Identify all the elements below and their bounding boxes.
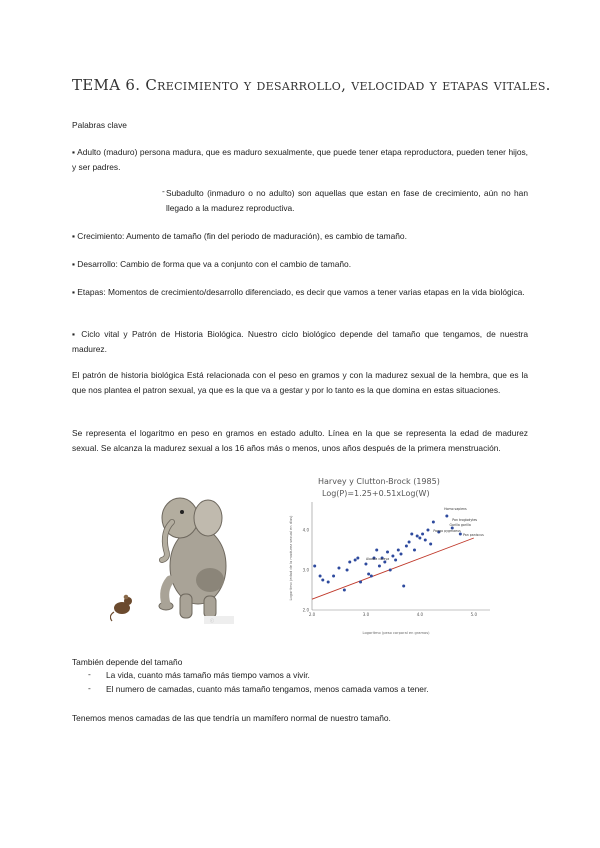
data-point	[370, 575, 373, 578]
list-dash: -	[88, 683, 91, 693]
paragraph-crecimiento: ▪ Crecimiento: Aumento de tamaño (fin del periodo de maduración), es cambio de tamaño.	[72, 231, 407, 241]
list-item: El numero de camadas, cuanto más tamaño tengamos, menos camada vamos a tener.	[106, 684, 429, 694]
data-point	[343, 589, 346, 592]
data-point	[408, 541, 411, 544]
data-point	[327, 581, 330, 584]
data-point	[319, 575, 322, 578]
data-point	[378, 565, 381, 568]
data-point	[359, 581, 362, 584]
annotation-label: Pan troglodytes	[452, 518, 478, 523]
data-point	[394, 559, 397, 562]
keywords-heading: Palabras clave	[72, 120, 127, 130]
data-point	[416, 535, 419, 538]
y-tick-label: 3.0	[302, 567, 309, 573]
data-point	[375, 549, 378, 552]
paragraph-representa: Se representa el logaritmo en peso en gramos en estado adulto. Línea en la que se representa la edad de madurez sexual. Se alcanza la madurez sexual a los 16 años más o menos, unos años después de la primera menstruación.	[72, 428, 528, 453]
paragraph-desarrollo: ▪ Desarrollo: Cambio de forma que va a conjunto con el cambio de tamaño.	[72, 259, 352, 269]
data-point	[354, 559, 357, 562]
x-tick-label: 3.0	[362, 612, 370, 617]
data-point	[364, 563, 367, 566]
paragraph-tambien: También depende del tamaño	[72, 657, 183, 667]
data-point	[313, 565, 316, 568]
y-tick-label: 2.0	[302, 607, 309, 613]
elephant-mouse-illustration	[110, 488, 245, 628]
paragraph-adulto: ▪ Adulto (maduro) persona madura, que es maduro sexualmente, que puede tener etapa reproductora, pueden tener hijos, y ser padres.	[72, 147, 528, 172]
data-point	[332, 575, 335, 578]
data-point	[424, 539, 427, 542]
data-point	[356, 557, 359, 560]
annotation-label: Pongo pygmaeus	[433, 529, 461, 533]
data-point	[397, 549, 400, 552]
data-point	[432, 521, 435, 524]
data-point	[386, 551, 389, 554]
data-point	[391, 555, 394, 558]
paragraph-tenemos: Tenemos menos camadas de las que tendría un mamífero normal de nuestro tamaño.	[72, 713, 391, 723]
y-tick-label: 4.0	[302, 527, 309, 533]
scatter-chart	[284, 474, 500, 638]
list-item: La vida, cuanto más tamaño más tiempo vamos a vivir.	[106, 670, 310, 680]
data-point	[337, 567, 340, 570]
chart-subtitle: Log(P)=1.25+0.51xLog(W)	[322, 489, 430, 498]
annotation-label: Homo sapiens	[444, 507, 467, 511]
data-point	[418, 537, 421, 540]
data-point	[429, 543, 432, 546]
page-title: TEMA 6. Crecimiento y desarrollo, velocidad y etapas vitales.	[72, 76, 551, 94]
data-point	[410, 533, 413, 536]
paragraph-etapas: ▪ Etapas: Momentos de crecimiento/desarrollo diferenciado, es decir que vamos a tener varias etapas en la vida biológica.	[72, 287, 525, 297]
x-axis-label: Logaritmo (peso corporal en gramos)	[362, 631, 430, 635]
annotation-label: Aloatta caraya	[365, 557, 390, 561]
annotation-label: Gorilla gorilla	[449, 523, 471, 527]
data-point	[445, 515, 448, 518]
paragraph-subadulto: Subadulto (inmaduro o no adulto) son aquellas que estan en fase de crecimiento, aún no han llegado a la madurez reproductiva.	[166, 188, 528, 213]
x-tick-label: 5.0	[470, 612, 478, 617]
annotation-label: Pan paniscus	[463, 533, 484, 537]
data-point	[389, 569, 392, 572]
elephant-icon	[159, 498, 226, 618]
data-point	[421, 533, 424, 536]
data-point	[402, 585, 405, 588]
data-point	[346, 569, 349, 572]
list-dash: -	[88, 669, 91, 679]
dash-bullet: -	[162, 186, 165, 196]
paragraph-patron: El patrón de historia biológica Está relacionada con el peso en gramos y con la madurez sexual de la hembra, que es la que nos plantea el patron sexual, ya que es la que va a gestar y por lo tanto es la que domina en estas situaciones.	[72, 370, 528, 395]
data-point	[400, 553, 403, 556]
data-point	[426, 529, 429, 532]
data-point	[321, 579, 324, 582]
paragraph-ciclo: ▪ Ciclo vital y Patrón de Historia Biológica. Nuestro ciclo biológico depende del tamaño que tengamos, de nuestra madurez.	[72, 329, 528, 354]
data-point	[367, 573, 370, 576]
regression-line	[312, 538, 474, 599]
x-tick-label: 4.0	[416, 612, 424, 617]
mouse-icon	[110, 595, 132, 621]
data-point	[348, 561, 351, 564]
y-axis-label: Logaritmo (edad de la madurez sexual en días)	[289, 515, 293, 601]
svg-text:ⓒ: ⓒ	[210, 618, 214, 623]
x-tick-label: 2.0	[308, 612, 316, 617]
chart-title: Harvey y Clutton-Brock (1985)	[318, 477, 440, 486]
data-point	[405, 545, 408, 548]
data-point	[413, 549, 416, 552]
